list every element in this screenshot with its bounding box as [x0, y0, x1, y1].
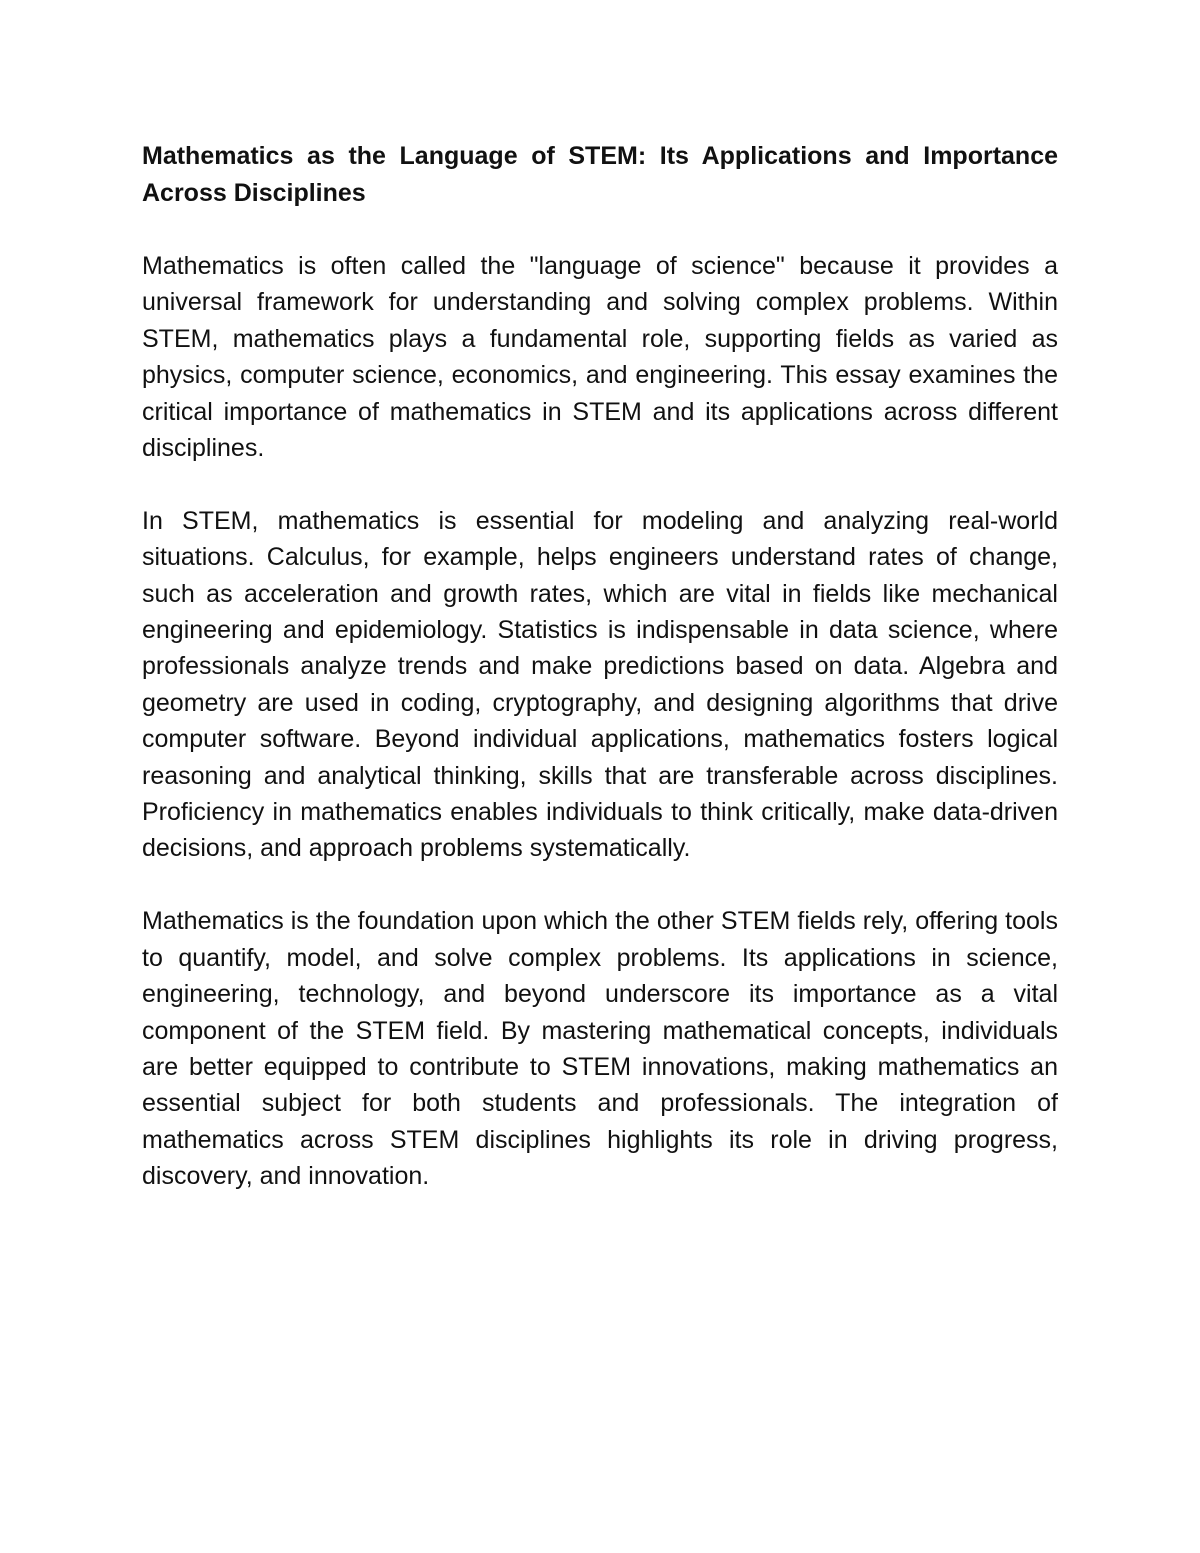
paragraph-conclusion: Mathematics is the foundation upon which the other STEM fields rely, offering tools to quantify, model, and solve complex problems. Its applications in science, engineering, technology, and beyond underscore its importance as a vital component of the STEM field. By mastering mathematical concepts, individuals are better equipped to contribute to STEM innovations, making mathematics an essential subject for both students and professionals. The integration of mathematics across STEM disciplines highlights its role in driving progress, discovery, and innovation. [142, 907, 1058, 1191]
document-title: Mathematics as the Language of STEM: Its Applications and Importance Across Disciplines [142, 142, 1058, 207]
paragraph-applications: In STEM, mathematics is essential for modeling and analyzing real-world situations. Calculus, for example, helps engineers understand rates of change, such as acceleration and growth rates, which are vital in fields like mechanical engineering and epidemiology. Statistics is indispensable in data science, where professionals analyze trends and make predictions based on data. Algebra and geometry are used in coding, cryptography, and designing algorithms that drive computer software. Beyond individual applications, mathematics fosters logical reasoning and analytical thinking, skills that are transferable across disciplines. Proficiency in mathematics enables individuals to think critically, make data-driven decisions, and approach problems systematically. [142, 506, 1058, 863]
document-body [142, 138, 1058, 1231]
paragraph-intro: Mathematics is often called the "language of science" because it provides a universal framework for understanding and solving complex problems. Within STEM, mathematics plays a fundamental role, supporting fields as varied as physics, computer science, economics, and engineering. This essay examines the critical importance of mathematics in STEM and its applications across different disciplines. [142, 252, 1058, 463]
